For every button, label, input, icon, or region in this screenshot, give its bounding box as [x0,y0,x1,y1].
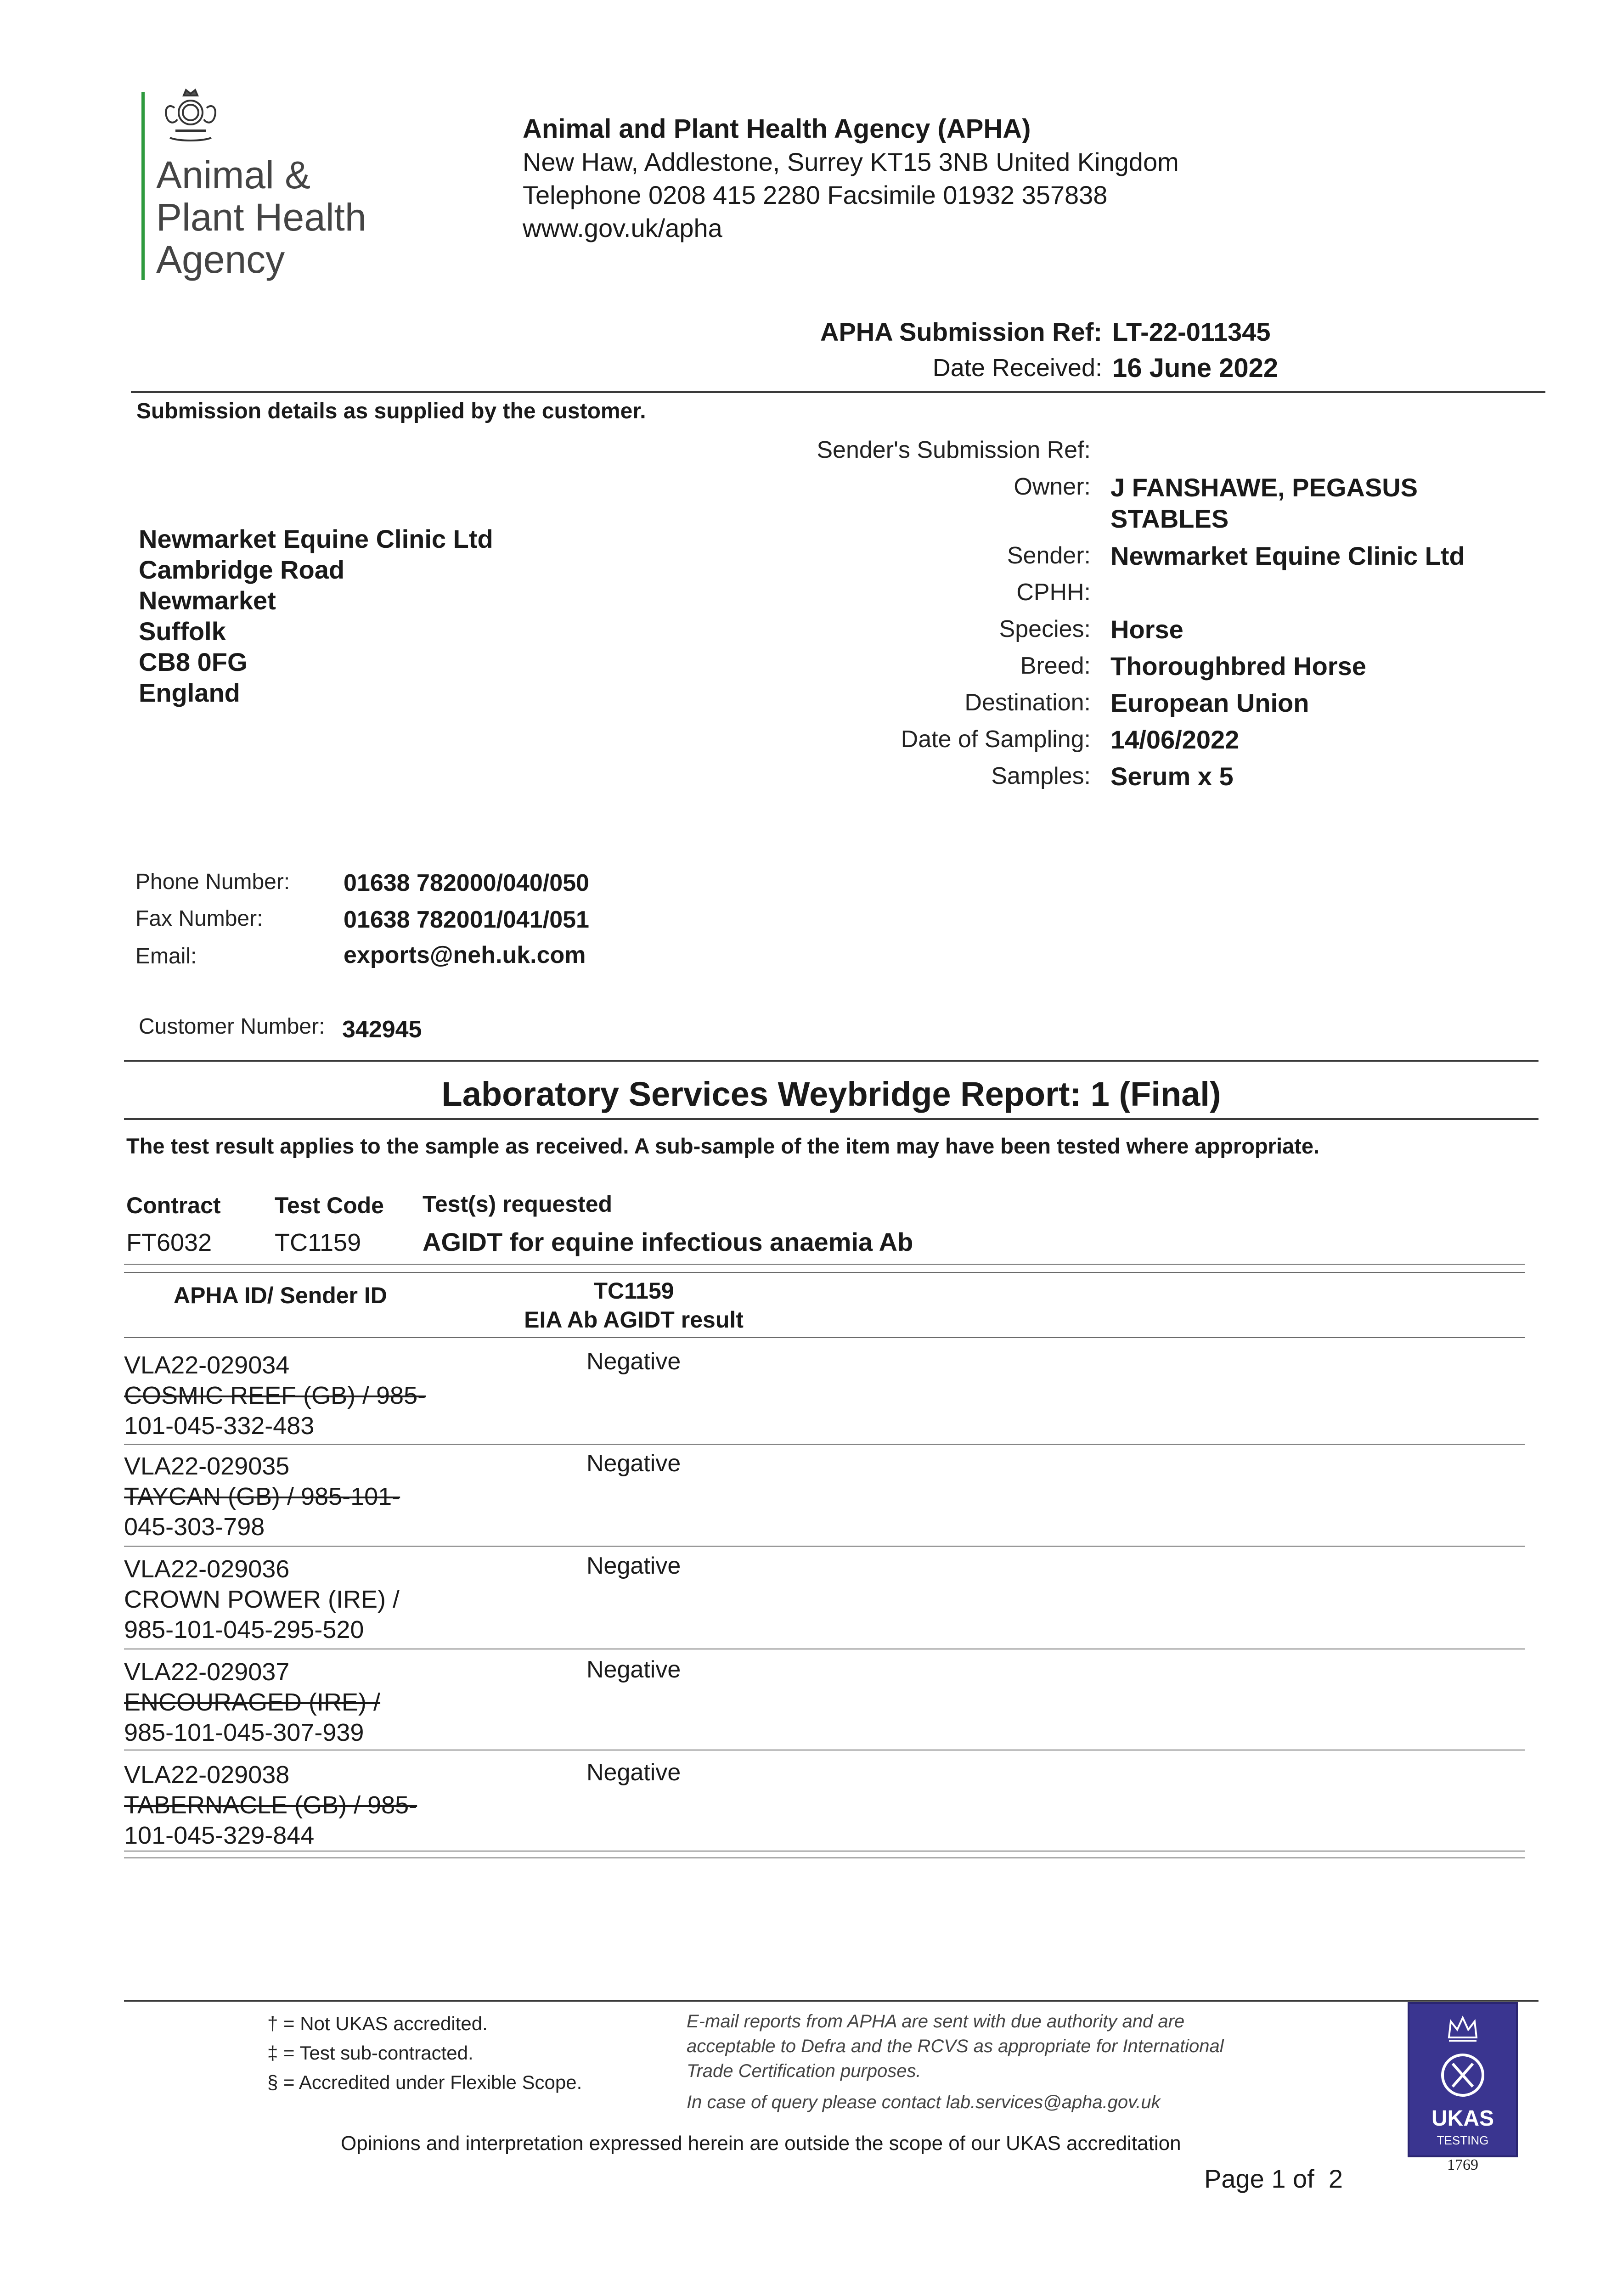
agency-info [523,113,1179,245]
address-line: Newmarket [139,586,276,615]
customer-number-value: 342945 [342,1016,422,1043]
sender-value: Newmarket Equine Clinic Ltd [1110,541,1465,570]
submission-ref-value: LT-22-011345 [1112,317,1271,346]
sender-id-line2: 045-303-798 [124,1513,265,1541]
samples-value: Serum x 5 [1110,762,1234,791]
email-value[interactable]: exports@neh.uk.com [344,942,586,968]
opinions-statement: Opinions and interpretation expressed herein are outside the scope of our UKAS accreditation [341,2132,1181,2155]
sender-id-line2: 101-045-332-483 [124,1412,315,1440]
legend-item: † = Not UKAS accredited. [267,2013,488,2034]
sample-id [124,1760,417,1851]
apha-id: VLA22-029037 [124,1658,290,1686]
email-reports-note [687,2009,1224,2115]
sample-id [124,1350,426,1441]
divider [124,1337,1525,1338]
apha-id: VLA22-029034 [124,1351,290,1379]
fax-label: Fax Number: [135,906,263,931]
agency-logo [138,87,395,289]
divider [131,391,1545,393]
logo-line: Agency [156,238,285,281]
email-note-line: acceptable to Defra and the RCVS as appropriate for International [687,2036,1224,2056]
logo-text [156,154,366,281]
contract-value: FT6032 [126,1229,212,1256]
date-received-value: 16 June 2022 [1112,353,1279,383]
species-value: Horse [1110,615,1183,644]
owner-value: J FANSHAWE, PEGASUS STABLES [1110,473,1418,533]
phone-value: 01638 782000/040/050 [344,870,589,896]
detail-label: Date of Sampling: [901,726,1091,753]
divider [124,1264,1525,1265]
page-number: Page 1 of 2 [1204,2164,1343,2193]
apha-id: VLA22-029035 [124,1452,290,1480]
ukas-emblem-icon [1435,2050,1490,2100]
divider [124,1060,1538,1062]
test-code-header: Test Code [275,1193,384,1218]
email-note-line: E-mail reports from APHA are sent with due authority and are [687,2011,1185,2032]
divider [124,1857,1525,1858]
detail-label: CPHH: [1016,579,1091,606]
sampling-date-value: 14/06/2022 [1110,725,1240,754]
contract-header: Contract [126,1193,221,1218]
detail-label: Breed: [1020,653,1091,679]
ukas-badge [1408,2002,1518,2157]
result-value: Negative [586,1348,681,1375]
sender-id-line2: 985-101-045-307-939 [124,1719,364,1746]
sender-id-line1: ENCOURAGED (IRE) / [124,1688,381,1716]
sample-id [124,1451,400,1542]
crown-icon [1444,2012,1481,2044]
agency-address: New Haw, Addlestone, Surrey KT15 3NB United Kingdom [523,147,1179,176]
query-note: In case of query please contact lab.services@apha.gov.uk [687,2092,1161,2112]
email-note-line: Trade Certification purposes. [687,2061,921,2081]
result-value: Negative [586,1759,681,1786]
col-id-header: APHA ID/ Sender ID [174,1283,387,1308]
sample-id [124,1554,400,1645]
apha-id: VLA22-029038 [124,1761,290,1789]
result-value: Negative [586,1656,681,1683]
fax-value: 01638 782001/041/051 [344,906,589,933]
divider [124,1444,1525,1445]
address-line: Cambridge Road [139,555,345,584]
address-line: Suffolk [139,617,226,646]
sample-id [124,1657,380,1748]
sender-id-line1: TAYCAN (GB) / 985-101- [124,1483,400,1510]
divider [124,1272,1525,1273]
col-result-header-name: EIA Ab AGIDT result [524,1307,744,1333]
test-code-value: TC1159 [275,1229,361,1256]
customer-number-label: Customer Number: [139,1014,325,1039]
address-line: England [139,678,240,707]
legend-item: § = Accredited under Flexible Scope. [267,2071,582,2093]
submission-ref-label: APHA Submission Ref: [820,317,1102,346]
sender-id-line1: COSMIC REEF (GB) / 985- [124,1382,426,1409]
legend-item: ‡ = Test sub-contracted. [267,2042,473,2064]
logo-line: Plant Health [156,196,366,239]
apha-id: VLA22-029036 [124,1555,290,1583]
test-name-value: AGIDT for equine infectious anaemia Ab [423,1227,913,1256]
phone-label: Phone Number: [135,870,290,894]
sender-id-line1: CROWN POWER (IRE) / [124,1586,400,1613]
detail-label: Owner: [1014,473,1091,500]
breed-value: Thoroughbred Horse [1110,652,1366,681]
result-value: Negative [586,1553,681,1579]
detail-label: Sender: [1007,542,1091,569]
footnote-legend [267,2009,582,2097]
sender-id-line2: 985-101-045-295-520 [124,1616,364,1643]
ukas-sub: TESTING [1437,2133,1489,2147]
detail-label: Samples: [991,763,1091,789]
report-title: Laboratory Services Weybridge Report: 1 (Final) [441,1075,1221,1113]
tests-requested-header: Test(s) requested [423,1191,613,1217]
footer-divider [124,2000,1538,2002]
ukas-number: 1769 [1447,2156,1478,2173]
royal-crest-icon [156,87,225,147]
detail-label: Destination: [964,689,1091,716]
customer-address [139,523,493,708]
divider [124,1546,1525,1547]
agency-web[interactable]: www.gov.uk/apha [523,214,722,242]
col-result-header-code: TC1159 [593,1278,674,1304]
result-value: Negative [586,1450,681,1477]
ukas-text: UKAS [1431,2106,1494,2131]
destination-value: European Union [1110,688,1309,717]
address-line: Newmarket Equine Clinic Ltd [139,524,493,553]
divider [124,1118,1538,1120]
detail-label: Sender's Submission Ref: [817,437,1091,463]
address-line: CB8 0FG [139,647,248,676]
date-received-label: Date Received: [932,354,1102,382]
sender-id-line2: 101-045-329-844 [124,1822,315,1849]
logo-line: Animal & [156,153,311,197]
detail-label: Species: [999,616,1091,642]
logo-bar [141,92,145,280]
agency-phone-fax: Telephone 0208 415 2280 Facsimile 01932 357838 [523,180,1108,209]
email-label: Email: [135,944,197,968]
sender-id-line1: TABERNACLE (GB) / 985- [124,1791,417,1819]
report-note: The test result applies to the sample as received. A sub-sample of the item may have been tested where appropriate. [126,1134,1320,1158]
customer-details-heading: Submission details as supplied by the customer. [136,399,646,423]
agency-name: Animal and Plant Health Agency (APHA) [523,114,1031,144]
